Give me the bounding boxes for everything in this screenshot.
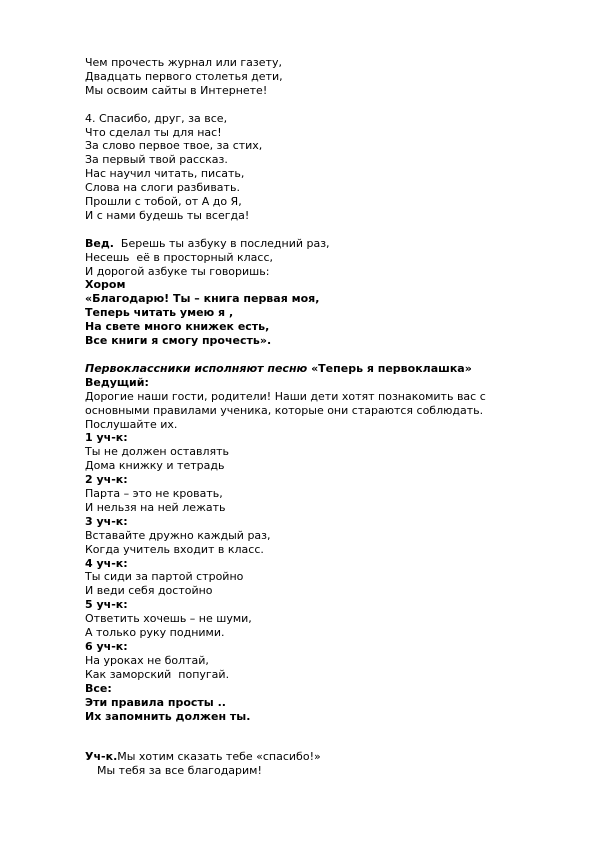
host-line — [85, 237, 555, 251]
text-line: Нас научил читать, писать, — [85, 167, 245, 181]
text-line: основными правилами ученика, которые они стараются соблюдать. — [85, 403, 484, 417]
final-line — [85, 750, 555, 764]
text-line: Ты не должен оставлять — [85, 445, 230, 459]
speaker-label: 2 уч-к: — [85, 473, 128, 487]
students-rules — [85, 431, 555, 681]
chorus-label: Хором — [85, 278, 126, 292]
text-line: Как заморский попугай. — [85, 667, 230, 681]
speaker-label: Уч-к. — [85, 750, 118, 764]
text-line: Послушайте их. — [85, 417, 178, 431]
text-line: Чем прочесть журнал или газету, — [85, 56, 282, 69]
text-line: Дорогие наши гости, родители! Наши дети хотят познакомить вас с — [85, 389, 486, 403]
text-line: 4. Спасибо, друг, за все, — [85, 111, 228, 125]
speaker-label: Ведущий: — [85, 375, 149, 389]
text-line: Парта – это не кровать, — [85, 487, 223, 501]
text-line: И дорогой азбуке ты говоришь: — [85, 264, 270, 278]
chorus-line: «Благодарю! Ты – книга первая моя, — [85, 292, 320, 306]
text-line: Ответить хочешь – не шуми, — [85, 612, 252, 626]
stanza-internet — [85, 56, 555, 98]
text-line: Несешь её в просторный класс, — [85, 250, 274, 264]
chorus-line: Теперь читать умею я , — [85, 306, 234, 320]
text-line: За первый твой рассказ. — [85, 153, 228, 167]
text-line: Прошли с тобой, от А до Я, — [85, 195, 242, 209]
text-line: Вставайте дружно каждый раз, — [85, 528, 271, 542]
text-line: Мы тебя за все благодарим! — [97, 764, 262, 778]
text-line: Мы освоим сайты в Интернете! — [85, 83, 268, 97]
spacer — [85, 98, 555, 112]
speaker-label: 1 уч-к: — [85, 431, 128, 445]
speaker-label: 5 уч-к: — [85, 598, 128, 612]
speaker-label: 6 уч-к: — [85, 640, 128, 654]
speaker-label: 4 уч-к: — [85, 556, 128, 570]
stanza-4 — [85, 112, 555, 223]
text-line: На уроках не болтай, — [85, 653, 209, 667]
text-line: И веди себя достойно — [85, 584, 213, 598]
song-performers: Первоклассники исполняют песню — [85, 361, 308, 375]
all-section — [85, 682, 555, 724]
text-line: Двадцать первого столетья дети, — [85, 69, 283, 83]
chorus-line: Все книги я смогу прочесть». — [85, 334, 272, 348]
text-line: А только руку подними. — [85, 626, 225, 640]
speaker-label: Вед. — [85, 236, 114, 250]
text-line: Что сделал ты для нас! — [85, 125, 222, 139]
text-line: Слова на слоги разбивать. — [85, 181, 240, 195]
text-line: Ты сиди за партой стройно — [85, 570, 244, 584]
spacer — [85, 223, 555, 237]
spacer — [85, 723, 555, 750]
text-line: Эти правила просты .. — [85, 695, 226, 709]
text-line: И с нами будешь ты всегда! — [85, 208, 250, 222]
text-line: Дома книжку и тетрадь — [85, 459, 225, 473]
host-azbuka-section — [85, 237, 555, 348]
text-line: За слово первое твое, за стих, — [85, 139, 263, 153]
text-line: И нельзя на ней лежать — [85, 500, 226, 514]
speaker-label: 3 уч-к: — [85, 514, 128, 528]
song-section — [85, 362, 555, 432]
text-line: Их запомнить должен ты. — [85, 709, 251, 723]
spacer — [85, 348, 555, 362]
speaker-label: Все: — [85, 681, 112, 695]
text-line: Когда учитель входит в класс. — [85, 542, 264, 556]
chorus-line: На свете много книжек есть, — [85, 320, 270, 334]
song-title: «Теперь я первоклашка» — [307, 361, 472, 375]
text-line: Берешь ты азбуку в последний раз, — [113, 236, 330, 250]
document-page — [85, 56, 555, 778]
song-heading — [85, 362, 555, 376]
text-line: Мы хотим сказать тебе «спасибо!» — [117, 750, 321, 764]
final-section — [85, 750, 555, 778]
